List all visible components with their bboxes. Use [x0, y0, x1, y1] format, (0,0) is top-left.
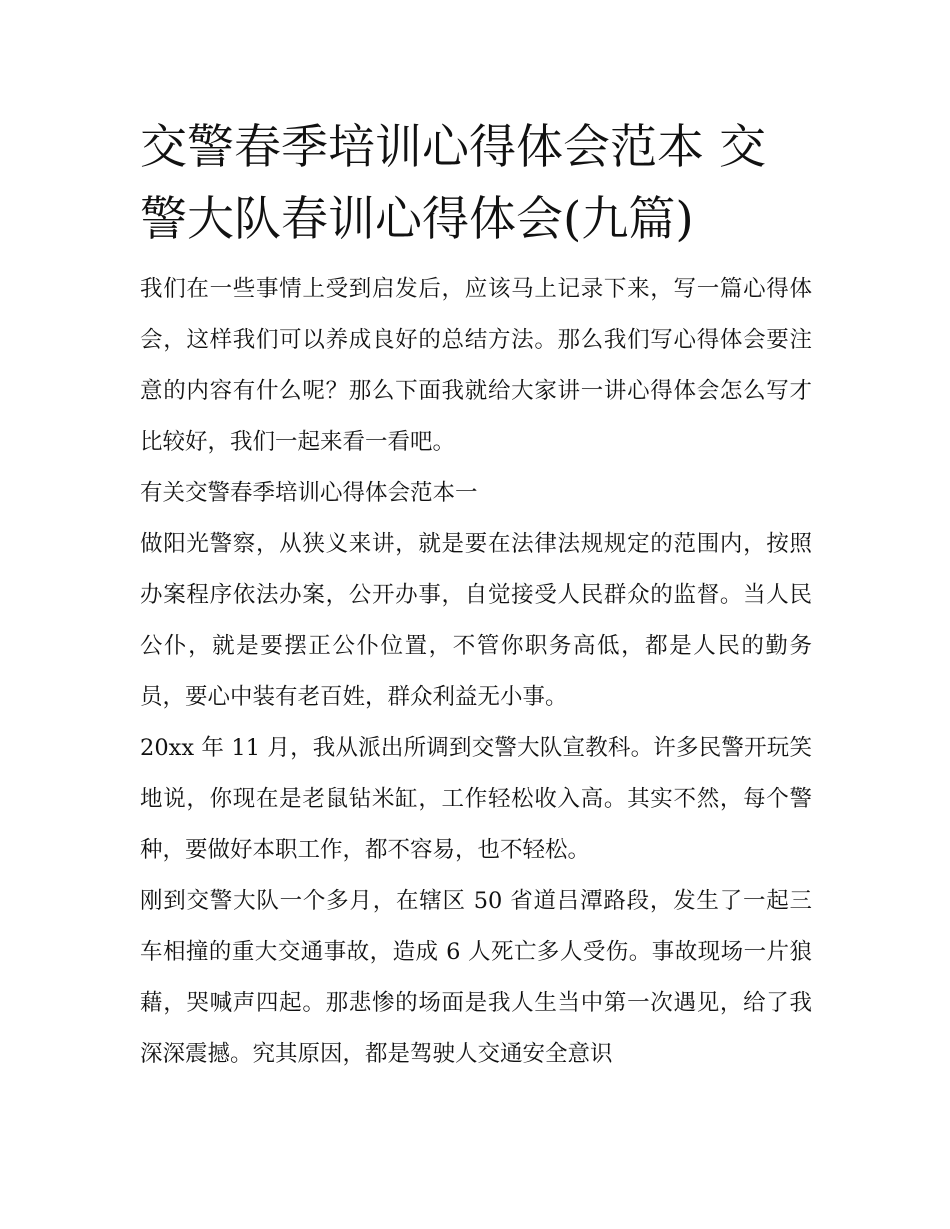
body-paragraph: 20xx 年 11 月，我从派出所调到交警大队宣教科。许多民警开玩笑地说，你现在是老鼠钻米缸，工作轻松收入高。其实不然，每个警种，要做好本职工作，都不容易，也不轻松。 [140, 735, 812, 863]
intro-paragraph: 我们在一些事情上受到启发后，应该马上记录下来，写一篇心得体会，这样我们可以养成良好的总结方法。那么我们写心得体会要注意的内容有什么呢？那么下面我就给大家讲一讲心得体会怎么写才比较好，我们一起来看一看吧。 [140, 276, 812, 455]
body-paragraph: 刚到交警大队一个多月，在辖区 50 省道吕潭路段，发生了一起三车相撞的重大交通事故，造成 6 人死亡多人受伤。事故现场一片狼藉，哭喊声四起。那悲惨的场面是我人生当中第一次遇见，给了我深深震撼。究其原因，都是驾驶人交通安全意识 [140, 888, 812, 1067]
body-paragraph: 做阳光警察，从狭义来讲，就是要在法律法规规定的范围内，按照办案程序依法办案，公开办事，自觉接受人民群众的监督。当人民公仆，就是要摆正公仆位置，不管你职务高低，都是人民的勤务员，要心中装有老百姓，群众利益无小事。 [140, 531, 812, 710]
document-title: 交警春季培训心得体会范本 交警大队春训心得体会(九篇) [140, 120, 766, 247]
section-heading: 有关交警春季培训心得体会范本一 [140, 480, 478, 506]
document-content [140, 112, 812, 1080]
document-body [140, 264, 812, 1080]
